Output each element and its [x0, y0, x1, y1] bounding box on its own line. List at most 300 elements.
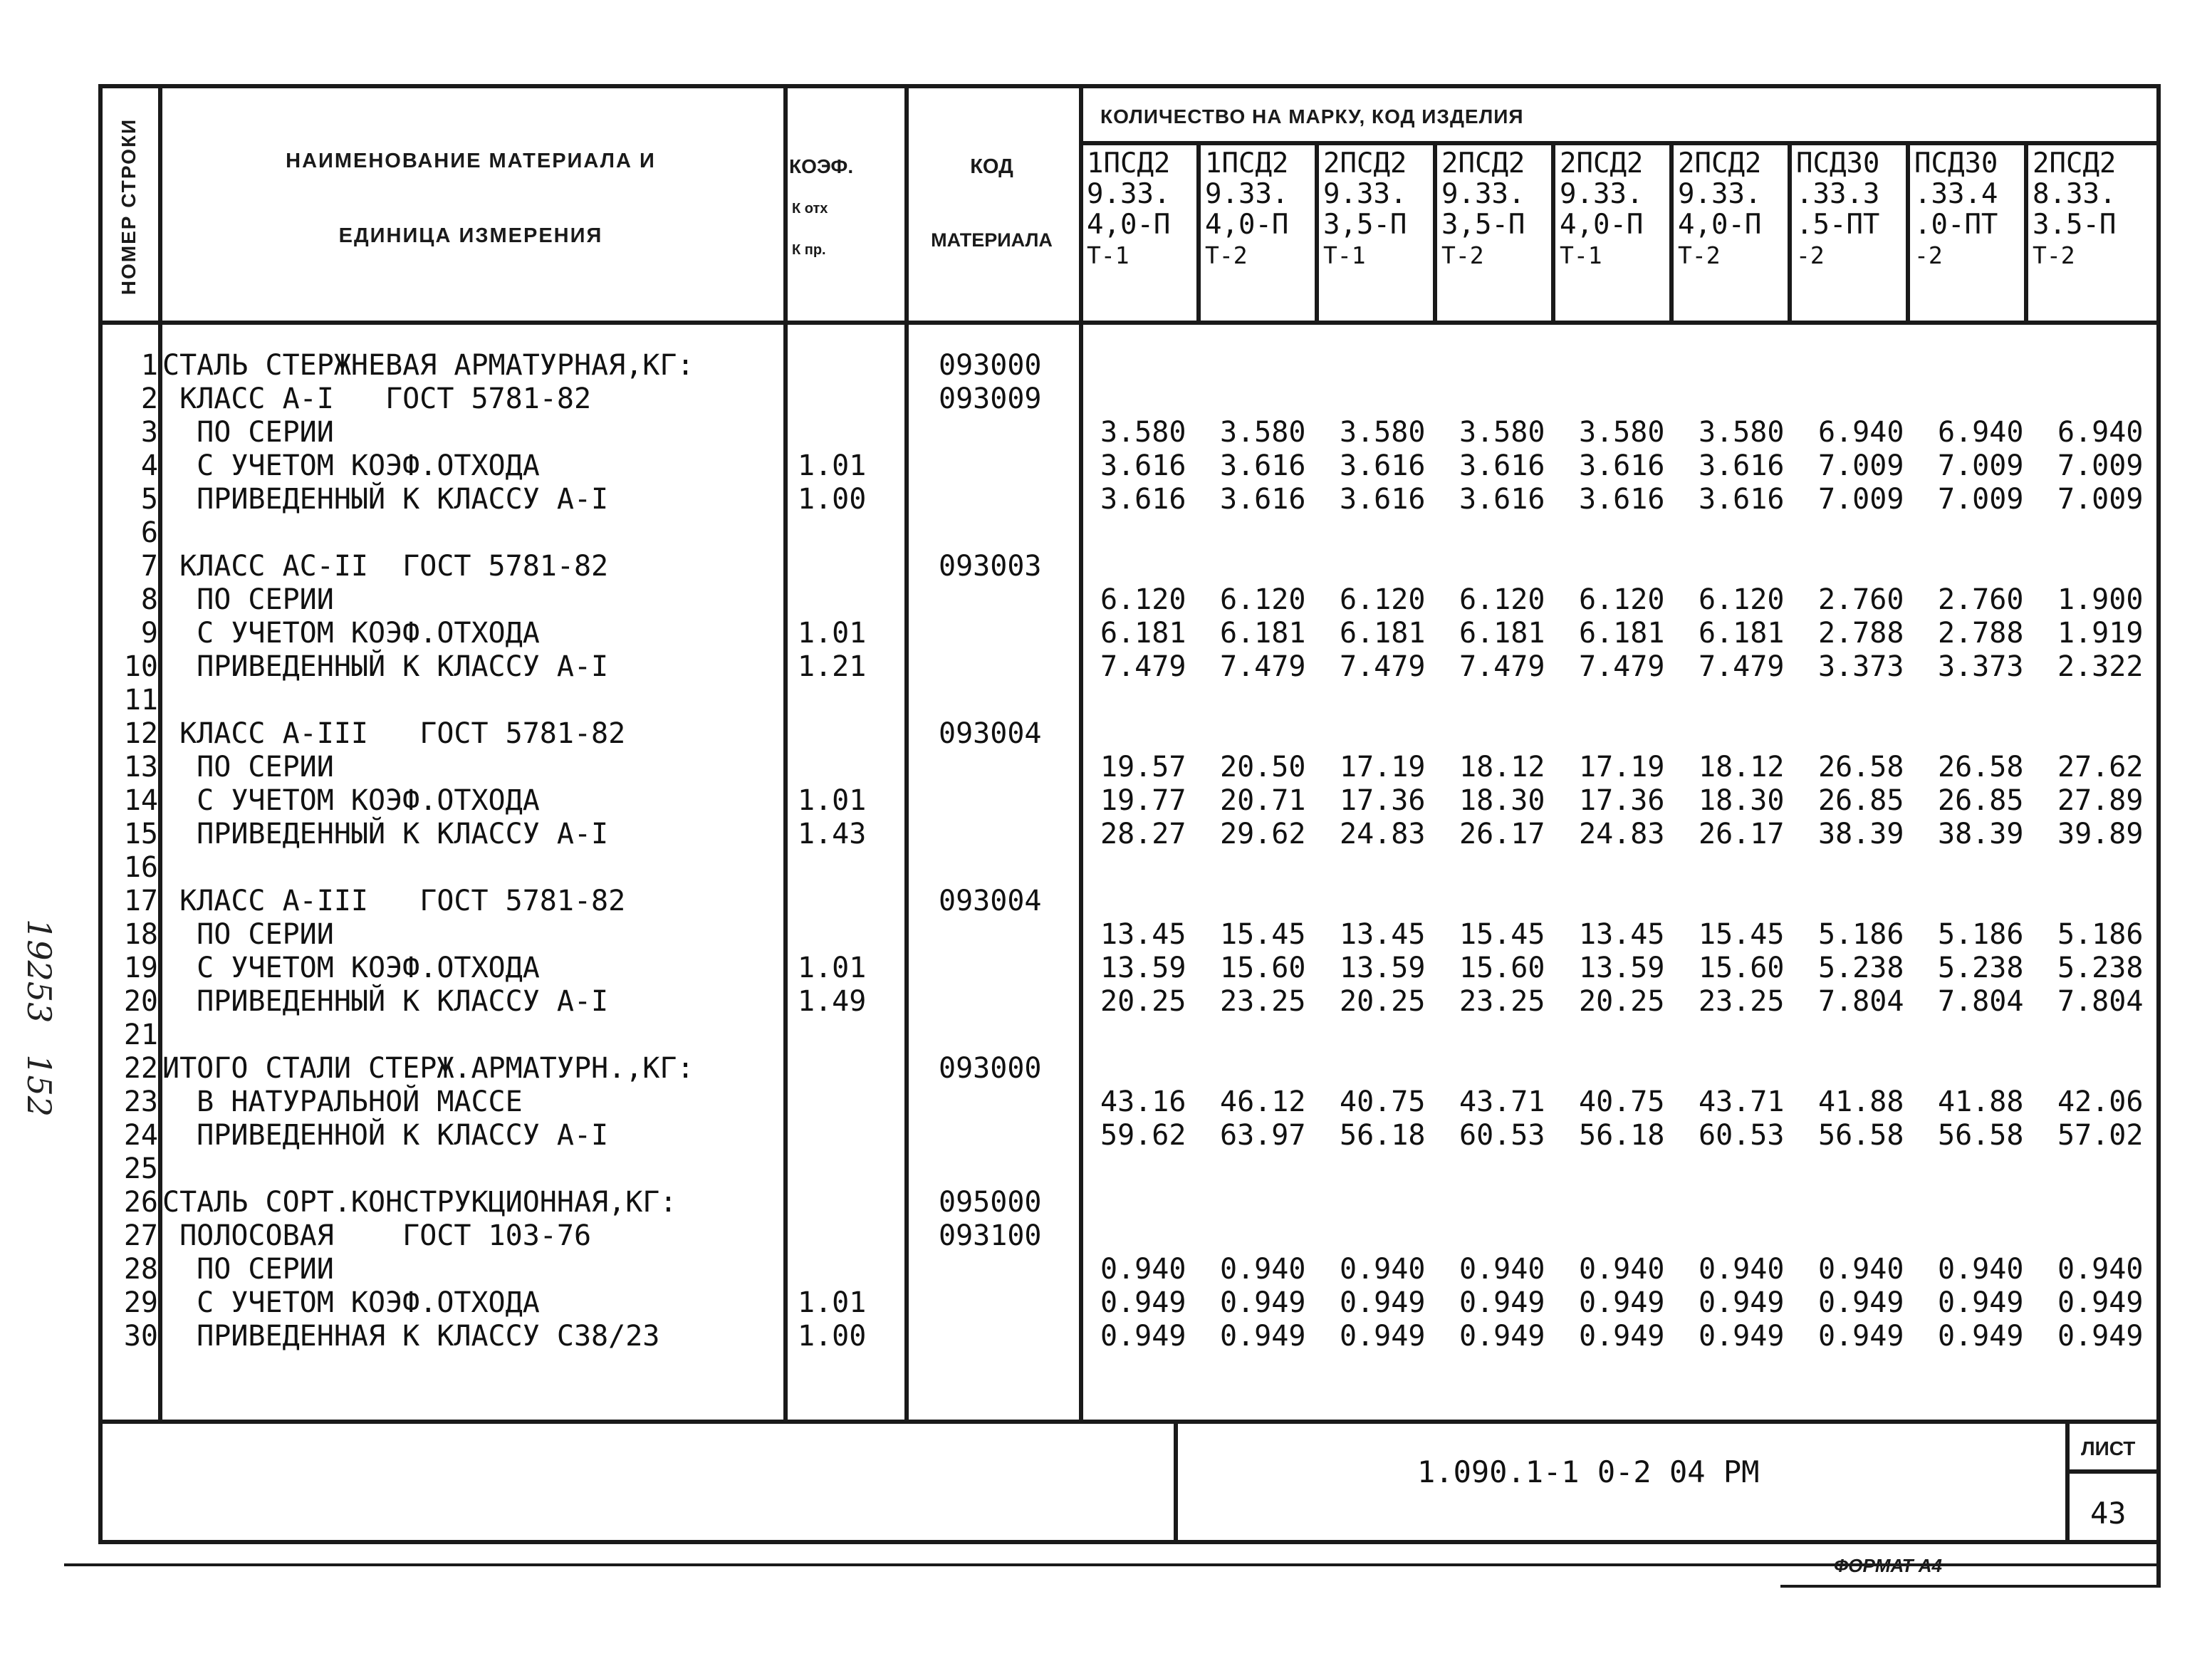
quantity-cell: 0.949 — [1459, 1320, 1545, 1353]
mark-header-line: 4,0-П — [1560, 209, 1644, 241]
quantity-cell: 19.77 — [1100, 784, 1186, 817]
quantity-cell: 0.949 — [1818, 1286, 1904, 1319]
row-number: 18 — [123, 918, 158, 951]
quantity-cell: 3.616 — [1100, 483, 1186, 516]
mark-header-2 — [1205, 148, 1323, 271]
frame-top — [98, 84, 2161, 88]
mark-header-7 — [1796, 148, 1914, 271]
row-number: 5 — [140, 483, 158, 516]
mark-header-line: 4,0-П — [1087, 209, 1171, 241]
table-row — [0, 449, 2212, 483]
quantity-cell: 2.760 — [1818, 583, 1904, 616]
quantity-cell: 40.75 — [1340, 1085, 1426, 1118]
row-number: 1 — [140, 349, 158, 382]
quantity-cell: 6.181 — [1220, 617, 1306, 650]
row-number: 26 — [123, 1186, 158, 1219]
row-number: 16 — [123, 851, 158, 884]
quantity-cell: 15.60 — [1459, 952, 1545, 984]
table-row — [0, 1152, 2212, 1186]
row-number: 3 — [140, 416, 158, 449]
quantity-cell: 38.39 — [1818, 818, 1904, 850]
quantity-cell: 6.120 — [1459, 583, 1545, 616]
quantity-values — [1100, 416, 2177, 449]
material-code: 093000 — [939, 1052, 1042, 1085]
row-number: 7 — [140, 550, 158, 583]
table-row — [0, 416, 2212, 449]
quantity-cell: 1.919 — [2057, 617, 2144, 650]
table-row — [0, 1019, 2212, 1052]
quantity-cell: 0.949 — [1220, 1286, 1306, 1319]
material-code: 093004 — [939, 717, 1042, 750]
quantity-cell: 0.940 — [1459, 1253, 1545, 1286]
mark-header-line: 1ПСД2 — [1087, 147, 1171, 179]
table-row — [0, 617, 2212, 650]
quantity-cell: 41.88 — [1938, 1085, 2024, 1118]
mark-header-5 — [1560, 148, 1678, 271]
mark-header-line: 2ПСД2 — [1678, 147, 1762, 179]
row-number: 19 — [123, 952, 158, 984]
quantity-cell: 56.58 — [1818, 1119, 1904, 1152]
material-code-header-line2: МАТЕРИАЛА — [931, 229, 1053, 251]
quantity-cell: 57.02 — [2057, 1119, 2144, 1152]
quantity-cell: 43.71 — [1459, 1085, 1545, 1118]
quantity-values — [1100, 1119, 2177, 1152]
mark-header-line: 9.33. — [1323, 178, 1407, 210]
quantity-cell: 3.580 — [1220, 416, 1306, 449]
quantity-cell: 27.89 — [2057, 784, 2144, 817]
material-code: 093003 — [939, 550, 1042, 583]
row-number: 8 — [140, 583, 158, 616]
material-name: ПРИВЕДЕННЫЙ К КЛАССУ А-I — [162, 985, 609, 1018]
quantity-cell: 0.949 — [1818, 1320, 1904, 1353]
table-row — [0, 1052, 2212, 1085]
coefficient: 1.01 — [798, 1286, 867, 1319]
quantity-cell: 6.940 — [2057, 416, 2144, 449]
table-row — [0, 1253, 2212, 1286]
quantity-cell: 40.75 — [1579, 1085, 1665, 1118]
quantity-cell: 3.580 — [1459, 416, 1545, 449]
quantity-cell: 60.53 — [1459, 1119, 1545, 1152]
table-row — [0, 751, 2212, 784]
quantity-cell: 3.580 — [1340, 416, 1426, 449]
mark-header-line: -2 — [1914, 241, 1943, 269]
quantity-cell: 3.616 — [1579, 449, 1665, 482]
quantity-cell: 26.85 — [1818, 784, 1904, 817]
material-name: ПРИВЕДЕННОЙ К КЛАССУ А-I — [162, 1119, 609, 1152]
quantity-cell: 59.62 — [1100, 1119, 1186, 1152]
quantity-cell: 7.009 — [1818, 483, 1904, 516]
table-row — [0, 952, 2212, 985]
mark-header-line: ПСД30 — [1796, 147, 1880, 179]
quantity-cell: 3.373 — [1818, 650, 1904, 683]
mark-header-line: 9.33. — [1560, 178, 1644, 210]
quantity-cell: 17.36 — [1579, 784, 1665, 817]
mark-header-line: 9.33. — [1678, 178, 1762, 210]
mark-header-line: 3,5-П — [1441, 209, 1525, 241]
quantity-cell: 7.479 — [1699, 650, 1785, 683]
coefficient: 1.49 — [798, 985, 867, 1018]
quantity-cell: 5.186 — [2057, 918, 2144, 951]
row-number: 11 — [123, 684, 158, 717]
table-row — [0, 382, 2212, 416]
quantity-cell: 0.949 — [1699, 1286, 1785, 1319]
coefficient: 1.01 — [798, 617, 867, 650]
quantity-cell: 18.30 — [1699, 784, 1785, 817]
mark-header-line: Т-1 — [1323, 241, 1366, 269]
quantity-cell: 5.238 — [2057, 952, 2144, 984]
table-row — [0, 918, 2212, 952]
quantity-cell: 2.788 — [1938, 617, 2024, 650]
quantity-cell: 3.616 — [1459, 483, 1545, 516]
quantity-cell: 18.30 — [1459, 784, 1545, 817]
material-name: ПО СЕРИИ — [162, 583, 334, 616]
mark-header-line: -2 — [1796, 241, 1825, 269]
quantity-cell: 20.71 — [1220, 784, 1306, 817]
quantity-cell: 56.18 — [1340, 1119, 1426, 1152]
quantity-cell: 18.12 — [1459, 751, 1545, 783]
quantity-cell: 26.17 — [1699, 818, 1785, 850]
titleblock-divider — [1174, 1420, 1178, 1542]
quantity-cell: 0.949 — [1579, 1286, 1665, 1319]
material-name-header-line1: НАИМЕНОВАНИЕ МАТЕРИАЛА И — [286, 150, 656, 172]
quantity-cell: 3.616 — [1699, 449, 1785, 482]
quantity-cell: 0.949 — [1220, 1320, 1306, 1353]
table-row — [0, 1320, 2212, 1353]
quantity-header: КОЛИЧЕСТВО НА МАРКУ, КОД ИЗДЕЛИЯ — [1100, 105, 1524, 127]
mark-header-line: 1ПСД2 — [1205, 147, 1289, 179]
quantity-cell: 0.940 — [1818, 1253, 1904, 1286]
quantity-cell: 6.181 — [1579, 617, 1665, 650]
quantity-values — [1100, 751, 2177, 784]
quantity-cell: 24.83 — [1579, 818, 1665, 850]
mark-header-line: .33.3 — [1796, 178, 1880, 210]
quantity-values — [1100, 952, 2177, 985]
quantity-cell: 15.45 — [1459, 918, 1545, 951]
material-code: 093009 — [939, 382, 1042, 415]
quantity-cell: 26.58 — [1818, 751, 1904, 783]
table-row — [0, 985, 2212, 1019]
table-row — [0, 1186, 2212, 1219]
coefficient: 1.01 — [798, 952, 867, 984]
mark-header-line: .33.4 — [1914, 178, 1998, 210]
mark-header-line: Т-2 — [1205, 241, 1248, 269]
material-name: ПРИВЕДЕННАЯ К КЛАССУ С38/23 — [162, 1320, 660, 1353]
quantity-values — [1100, 1085, 2177, 1119]
mark-header-line: 8.33. — [2033, 178, 2117, 210]
material-name: ПО СЕРИИ — [162, 751, 334, 783]
quantity-values — [1100, 784, 2177, 818]
quantity-cell: 20.25 — [1340, 985, 1426, 1018]
quantity-values — [1100, 1286, 2177, 1320]
mark-header-6 — [1678, 148, 1796, 271]
row-number: 27 — [123, 1219, 158, 1252]
quantity-cell: 3.616 — [1220, 449, 1306, 482]
quantity-cell: 24.83 — [1340, 818, 1426, 850]
table-row — [0, 1119, 2212, 1152]
row-number: 10 — [123, 650, 158, 683]
sheet-box-divider — [2065, 1420, 2070, 1542]
quantity-cell: 6.120 — [1579, 583, 1665, 616]
quantity-cell: 3.616 — [1340, 483, 1426, 516]
quantity-cell: 13.45 — [1340, 918, 1426, 951]
quantity-cell: 6.120 — [1100, 583, 1186, 616]
quantity-cell: 5.238 — [1938, 952, 2024, 984]
material-name: СТАЛЬ СТЕРЖНЕВАЯ АРМАТУРНАЯ,КГ: — [162, 349, 694, 382]
quantity-cell: 0.940 — [1579, 1253, 1665, 1286]
row-number: 12 — [123, 717, 158, 750]
table-row — [0, 650, 2212, 684]
quantity-cell: 23.25 — [1220, 985, 1306, 1018]
material-code-header-line1: КОД — [970, 155, 1013, 178]
quantity-cell: 39.89 — [2057, 818, 2144, 850]
row-number: 29 — [123, 1286, 158, 1319]
quantity-cell: 3.616 — [1699, 483, 1785, 516]
table-row — [0, 349, 2212, 382]
material-name: С УЧЕТОМ КОЭФ.ОТХОДА — [162, 952, 540, 984]
quantity-cell: 6.120 — [1220, 583, 1306, 616]
material-name: ПРИВЕДЕННЫЙ К КЛАССУ А-I — [162, 650, 609, 683]
material-name: ИТОГО СТАЛИ СТЕРЖ.АРМАТУРН.,КГ: — [162, 1052, 694, 1085]
quantity-cell: 0.940 — [1220, 1253, 1306, 1286]
quantity-cell: 13.45 — [1579, 918, 1665, 951]
quantity-values — [1100, 449, 2177, 483]
mark-header-line: Т-2 — [1441, 241, 1484, 269]
quantity-cell: 42.06 — [2057, 1085, 2144, 1118]
row-number: 24 — [123, 1119, 158, 1152]
material-name: С УЧЕТОМ КОЭФ.ОТХОДА — [162, 449, 540, 482]
material-code: 093100 — [939, 1219, 1042, 1252]
quantity-cell: 7.479 — [1579, 650, 1665, 683]
row-number: 22 — [123, 1052, 158, 1085]
quantity-values — [1100, 650, 2177, 684]
quantity-cell: 6.181 — [1340, 617, 1426, 650]
format-label: ФОРМАТ А4 — [1834, 1555, 1943, 1576]
row-number: 2 — [140, 382, 158, 415]
quantity-cell: 5.238 — [1818, 952, 1904, 984]
quantity-cell: 0.940 — [1340, 1253, 1426, 1286]
quantity-cell: 0.949 — [1340, 1286, 1426, 1319]
quantity-values — [1100, 617, 2177, 650]
quantity-cell: 6.181 — [1100, 617, 1186, 650]
mark-header-line: Т-2 — [2033, 241, 2075, 269]
mark-header-line: 2ПСД2 — [2033, 147, 2117, 179]
quantity-cell: 43.71 — [1699, 1085, 1785, 1118]
table-row — [0, 885, 2212, 918]
quantity-cell: 6.181 — [1699, 617, 1785, 650]
material-name: ПО СЕРИИ — [162, 416, 334, 449]
material-name-header-line2: ЕДИНИЦА ИЗМЕРЕНИЯ — [338, 224, 603, 247]
mark-header-line: ПСД30 — [1914, 147, 1998, 179]
row-number: 25 — [123, 1152, 158, 1185]
mark-header-line: 9.33. — [1441, 178, 1525, 210]
quantity-cell: 29.62 — [1220, 818, 1306, 850]
quantity-cell: 13.59 — [1340, 952, 1426, 984]
frame-bottom — [98, 1540, 2161, 1544]
mark-header-3 — [1323, 148, 1441, 271]
quantity-cell: 7.479 — [1100, 650, 1186, 683]
quantity-cell: 17.19 — [1579, 751, 1665, 783]
table-row — [0, 784, 2212, 818]
mark-header-line: 3,5-П — [1323, 209, 1407, 241]
quantity-cell: 7.009 — [1938, 483, 2024, 516]
table-row — [0, 483, 2212, 516]
table-row — [0, 516, 2212, 550]
quantity-values — [1100, 985, 2177, 1019]
document-code: 1.090.1-1 0-2 04 РМ — [1417, 1454, 1760, 1489]
quantity-cell: 43.16 — [1100, 1085, 1186, 1118]
quantity-cell: 23.25 — [1459, 985, 1545, 1018]
quantity-values — [1100, 1253, 2177, 1286]
quantity-cell: 23.25 — [1699, 985, 1785, 1018]
coefficient: 1.01 — [798, 449, 867, 482]
mark-header-1 — [1087, 148, 1205, 271]
mark-header-line: 4,0-П — [1678, 209, 1762, 241]
mark-header-line: Т-1 — [1560, 241, 1602, 269]
material-name: С УЧЕТОМ КОЭФ.ОТХОДА — [162, 784, 540, 817]
mark-header-4 — [1441, 148, 1560, 271]
quantity-cell: 3.373 — [1938, 650, 2024, 683]
table-row — [0, 1286, 2212, 1320]
quantity-cell: 2.322 — [2057, 650, 2144, 683]
quantity-cell: 15.45 — [1699, 918, 1785, 951]
coefficient: 1.01 — [798, 784, 867, 817]
quantity-values — [1100, 583, 2177, 617]
coef-header-line1: КОЭФ. — [789, 155, 854, 177]
material-code: 093000 — [939, 349, 1042, 382]
table-row — [0, 818, 2212, 851]
quantity-cell: 0.949 — [1340, 1320, 1426, 1353]
header-bottom-line — [98, 321, 2161, 325]
quantity-cell: 3.616 — [1100, 449, 1186, 482]
quantity-cell: 13.59 — [1100, 952, 1186, 984]
quantity-cell: 0.949 — [1459, 1286, 1545, 1319]
coef-header-line2: К отх — [792, 201, 828, 217]
material-name: В НАТУРАЛЬНОЙ МАССЕ — [162, 1085, 523, 1118]
material-name: КЛАСС А-I ГОСТ 5781-82 — [162, 382, 592, 415]
material-code: 095000 — [939, 1186, 1042, 1219]
table-row — [0, 684, 2212, 717]
quantity-cell: 3.616 — [1340, 449, 1426, 482]
material-name: С УЧЕТОМ КОЭФ.ОТХОДА — [162, 617, 540, 650]
quantity-cell: 7.804 — [2057, 985, 2144, 1018]
material-name: ПОЛОСОВАЯ ГОСТ 103-76 — [162, 1219, 592, 1252]
material-name: ПО СЕРИИ — [162, 1253, 334, 1286]
quantity-cell: 41.88 — [1818, 1085, 1904, 1118]
quantity-cell: 17.36 — [1340, 784, 1426, 817]
quantity-cell: 3.580 — [1579, 416, 1665, 449]
quantity-cell: 17.19 — [1340, 751, 1426, 783]
footer-top-line — [98, 1420, 2161, 1424]
quantity-cell: 7.479 — [1340, 650, 1426, 683]
quantity-cell: 5.186 — [1818, 918, 1904, 951]
quantity-cell: 2.788 — [1818, 617, 1904, 650]
row-number: 21 — [123, 1019, 158, 1051]
material-name: ПРИВЕДЕННЫЙ К КЛАССУ А-I — [162, 483, 609, 516]
table-row — [0, 1219, 2212, 1253]
mark-header-line: 9.33. — [1205, 178, 1289, 210]
mark-header-line: 2ПСД2 — [1560, 147, 1644, 179]
coefficient: 1.00 — [798, 483, 867, 516]
quantity-cell: 0.949 — [2057, 1320, 2144, 1353]
quantity-cell: 26.17 — [1459, 818, 1545, 850]
quantity-cell: 7.804 — [1938, 985, 2024, 1018]
table-row — [0, 550, 2212, 583]
quantity-cell: 3.580 — [1100, 416, 1186, 449]
quantity-cell: 7.479 — [1459, 650, 1545, 683]
mark-header-8 — [1914, 148, 2033, 271]
row-number-header: НОМЕР СТРОКИ — [118, 118, 140, 296]
quantity-cell: 7.009 — [2057, 483, 2144, 516]
format-box-bottom — [1780, 1585, 2161, 1588]
quantity-cell: 15.60 — [1220, 952, 1306, 984]
quantity-cell: 0.949 — [1579, 1320, 1665, 1353]
material-name: ПРИВЕДЕННЫЙ К КЛАССУ А-I — [162, 818, 609, 850]
row-number: 17 — [123, 885, 158, 917]
quantity-cell: 20.25 — [1579, 985, 1665, 1018]
quantity-values — [1100, 483, 2177, 516]
quantity-cell: 0.949 — [1938, 1286, 2024, 1319]
quantity-cell: 15.60 — [1699, 952, 1785, 984]
mark-header-line: Т-1 — [1087, 241, 1130, 269]
material-name: КЛАСС А-III ГОСТ 5781-82 — [162, 885, 626, 917]
quantity-cell: 56.18 — [1579, 1119, 1665, 1152]
quantity-cell: 0.949 — [1699, 1320, 1785, 1353]
quantity-cell: 1.900 — [2057, 583, 2144, 616]
quantity-cell: 20.50 — [1220, 751, 1306, 783]
quantity-cell: 7.009 — [1818, 449, 1904, 482]
material-name: СТАЛЬ СОРТ.КОНСТРУКЦИОННАЯ,КГ: — [162, 1186, 677, 1219]
mark-header-line: 9.33. — [1087, 178, 1171, 210]
quantity-cell: 6.120 — [1340, 583, 1426, 616]
quantity-cell: 0.940 — [1938, 1253, 2024, 1286]
quantity-cell: 56.58 — [1938, 1119, 2024, 1152]
quantity-cell: 0.949 — [1100, 1286, 1186, 1319]
quantity-cell: 60.53 — [1699, 1119, 1785, 1152]
quantity-cell: 0.940 — [1100, 1253, 1186, 1286]
quantity-cell: 46.12 — [1220, 1085, 1306, 1118]
quantity-cell: 38.39 — [1938, 818, 2024, 850]
quantity-cell: 63.97 — [1220, 1119, 1306, 1152]
quantity-cell: 0.940 — [2057, 1253, 2144, 1286]
material-name: КЛАСС АС-II ГОСТ 5781-82 — [162, 550, 609, 583]
coefficient: 1.43 — [798, 818, 867, 850]
coefficient: 1.21 — [798, 650, 867, 683]
quantity-subheader-line — [1079, 141, 2161, 145]
coefficient: 1.00 — [798, 1320, 867, 1353]
quantity-cell: 0.949 — [1100, 1320, 1186, 1353]
row-number: 13 — [123, 751, 158, 783]
quantity-cell: 27.62 — [2057, 751, 2144, 783]
quantity-cell: 15.45 — [1220, 918, 1306, 951]
row-number: 15 — [123, 818, 158, 850]
mark-header-line: 2ПСД2 — [1441, 147, 1525, 179]
row-number: 28 — [123, 1253, 158, 1286]
table-row — [0, 1085, 2212, 1119]
quantity-cell: 0.949 — [1938, 1320, 2024, 1353]
mark-header-line: .0-ПТ — [1914, 209, 1998, 241]
sheet-label: ЛИСТ — [2081, 1437, 2136, 1459]
quantity-values — [1100, 1320, 2177, 1353]
sheet-box-line — [2065, 1469, 2161, 1474]
row-number: 9 — [140, 617, 158, 650]
mark-header-9 — [2033, 148, 2151, 271]
quantity-cell: 19.57 — [1100, 751, 1186, 783]
row-number: 20 — [123, 985, 158, 1018]
material-name: С УЧЕТОМ КОЭФ.ОТХОДА — [162, 1286, 540, 1319]
mark-header-line: Т-2 — [1678, 241, 1721, 269]
row-number: 23 — [123, 1085, 158, 1118]
quantity-cell: 7.479 — [1220, 650, 1306, 683]
